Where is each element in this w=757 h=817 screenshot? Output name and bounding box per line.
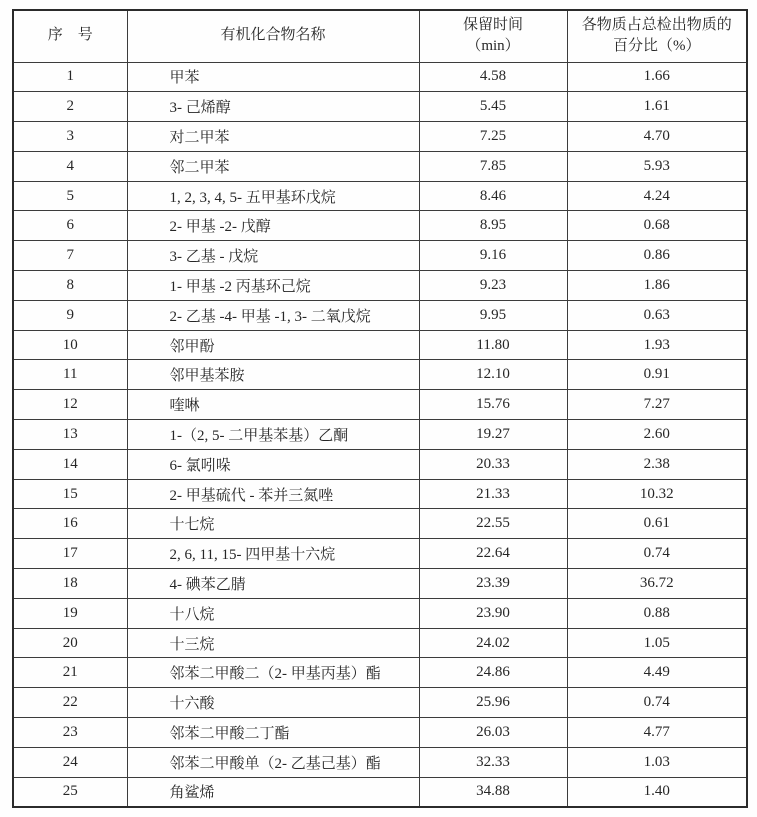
table-row [13,360,747,390]
serial-number-cell: 8 [13,271,127,301]
compound-name-cell: 1-（2, 5- 二甲基苯基）乙酮 [127,420,419,450]
retention-time-cell: 12.10 [419,360,567,390]
percentage-cell: 0.91 [567,360,747,390]
percentage-cell: 4.77 [567,718,747,748]
percentage-cell: 1.61 [567,92,747,122]
compound-name-cell: 甲苯 [127,62,419,92]
compound-name-cell: 6- 氯吲哚 [127,449,419,479]
compound-name-cell: 邻苯二甲酸二丁酯 [127,718,419,748]
header-percentage-line1: 各物质占总检出物质的 [581,16,732,33]
serial-number-cell: 23 [13,718,127,748]
percentage-cell: 10.32 [567,479,747,509]
serial-number-cell: 4 [13,151,127,181]
compound-name-cell: 2- 甲基硫代 - 苯并三氮唑 [127,479,419,509]
compound-table [12,9,748,808]
retention-time-cell: 20.33 [419,449,567,479]
percentage-cell: 4.49 [567,658,747,688]
table-row [13,658,747,688]
table-row [13,181,747,211]
compound-name-cell: 3- 己烯醇 [127,92,419,122]
compound-name-cell: 1, 2, 3, 4, 5- 五甲基环戊烷 [127,181,419,211]
compound-name-cell: 十七烷 [127,509,419,539]
retention-time-cell: 32.33 [419,747,567,777]
percentage-cell: 0.74 [567,539,747,569]
table-row [13,747,747,777]
retention-time-cell: 22.55 [419,509,567,539]
serial-number-cell: 19 [13,598,127,628]
table-row [13,92,747,122]
percentage-cell: 0.68 [567,211,747,241]
header-compound-name: 有机化合物名称 [127,10,419,62]
table-row [13,390,747,420]
serial-number-cell: 9 [13,300,127,330]
compound-name-cell: 2- 乙基 -4- 甲基 -1, 3- 二氧戊烷 [127,300,419,330]
table-row [13,628,747,658]
retention-time-cell: 8.46 [419,181,567,211]
percentage-cell: 0.88 [567,598,747,628]
serial-number-cell: 24 [13,747,127,777]
compound-name-cell: 4- 碘苯乙腈 [127,569,419,599]
percentage-cell: 1.66 [567,62,747,92]
retention-time-cell: 22.64 [419,539,567,569]
table-row [13,569,747,599]
table-row [13,62,747,92]
compound-name-cell: 邻甲酚 [127,330,419,360]
percentage-cell: 1.05 [567,628,747,658]
retention-time-cell: 26.03 [419,718,567,748]
percentage-cell: 1.93 [567,330,747,360]
percentage-cell: 0.63 [567,300,747,330]
table-row [13,449,747,479]
retention-time-cell: 5.45 [419,92,567,122]
retention-time-cell: 4.58 [419,62,567,92]
percentage-cell: 2.38 [567,449,747,479]
percentage-cell: 4.70 [567,122,747,152]
retention-time-cell: 15.76 [419,390,567,420]
serial-number-cell: 3 [13,122,127,152]
retention-time-cell: 23.90 [419,598,567,628]
retention-time-cell: 11.80 [419,330,567,360]
serial-number-cell: 12 [13,390,127,420]
compound-name-cell: 邻甲基苯胺 [127,360,419,390]
serial-number-cell: 1 [13,62,127,92]
percentage-cell: 7.27 [567,390,747,420]
retention-time-cell: 9.16 [419,241,567,271]
table-row [13,539,747,569]
retention-time-cell: 8.95 [419,211,567,241]
percentage-cell: 1.86 [567,271,747,301]
retention-time-cell: 24.02 [419,628,567,658]
retention-time-cell: 7.85 [419,151,567,181]
table-body [13,62,747,807]
serial-number-cell: 11 [13,360,127,390]
compound-name-cell: 角鲨烯 [127,777,419,807]
table-header [13,10,747,62]
retention-time-cell: 9.23 [419,271,567,301]
percentage-cell: 36.72 [567,569,747,599]
compound-name-cell: 邻苯二甲酸二（2- 甲基丙基）酯 [127,658,419,688]
table-row [13,598,747,628]
percentage-cell: 2.60 [567,420,747,450]
serial-number-cell: 16 [13,509,127,539]
compound-name-cell: 2, 6, 11, 15- 四甲基十六烷 [127,539,419,569]
header-percentage-line2: 百分比（%） [613,38,701,55]
retention-time-cell: 23.39 [419,569,567,599]
serial-number-cell: 2 [13,92,127,122]
serial-number-cell: 7 [13,241,127,271]
compound-name-cell: 喹啉 [127,390,419,420]
retention-time-cell: 34.88 [419,777,567,807]
percentage-cell: 4.24 [567,181,747,211]
serial-number-cell: 6 [13,211,127,241]
header-retention-time-line2: （min） [466,38,520,55]
table-row [13,777,747,807]
serial-number-cell: 21 [13,658,127,688]
serial-number-cell: 5 [13,181,127,211]
serial-number-cell: 25 [13,777,127,807]
table-row [13,151,747,181]
serial-number-cell: 20 [13,628,127,658]
percentage-cell: 5.93 [567,151,747,181]
percentage-cell: 1.40 [567,777,747,807]
header-retention-time-line1: 保留时间 [462,16,523,33]
percentage-cell: 0.74 [567,688,747,718]
table-row [13,420,747,450]
compound-name-cell: 2- 甲基 -2- 戊醇 [127,211,419,241]
table-row [13,122,747,152]
header-retention-time [419,10,567,62]
table-row [13,479,747,509]
table-row [13,718,747,748]
table-row [13,688,747,718]
table-row [13,271,747,301]
retention-time-cell: 19.27 [419,420,567,450]
retention-time-cell: 21.33 [419,479,567,509]
table-row [13,241,747,271]
serial-number-cell: 13 [13,420,127,450]
retention-time-cell: 24.86 [419,658,567,688]
serial-number-cell: 10 [13,330,127,360]
serial-number-cell: 18 [13,569,127,599]
header-serial-number: 序 号 [13,10,127,62]
header-percentage [567,10,747,62]
compound-name-cell: 3- 乙基 - 戊烷 [127,241,419,271]
table-row [13,300,747,330]
serial-number-cell: 17 [13,539,127,569]
table-row [13,509,747,539]
compound-name-cell: 邻二甲苯 [127,151,419,181]
serial-number-cell: 14 [13,449,127,479]
compound-name-cell: 1- 甲基 -2 丙基环己烷 [127,271,419,301]
serial-number-cell: 15 [13,479,127,509]
retention-time-cell: 25.96 [419,688,567,718]
table-row [13,211,747,241]
percentage-cell: 1.03 [567,747,747,777]
percentage-cell: 0.61 [567,509,747,539]
compound-name-cell: 邻苯二甲酸单（2- 乙基己基）酯 [127,747,419,777]
header-row [13,10,747,62]
retention-time-cell: 9.95 [419,300,567,330]
percentage-cell: 0.86 [567,241,747,271]
retention-time-cell: 7.25 [419,122,567,152]
table-row [13,330,747,360]
compound-name-cell: 十六酸 [127,688,419,718]
compound-name-cell: 对二甲苯 [127,122,419,152]
compound-name-cell: 十八烷 [127,598,419,628]
serial-number-cell: 22 [13,688,127,718]
compound-name-cell: 十三烷 [127,628,419,658]
